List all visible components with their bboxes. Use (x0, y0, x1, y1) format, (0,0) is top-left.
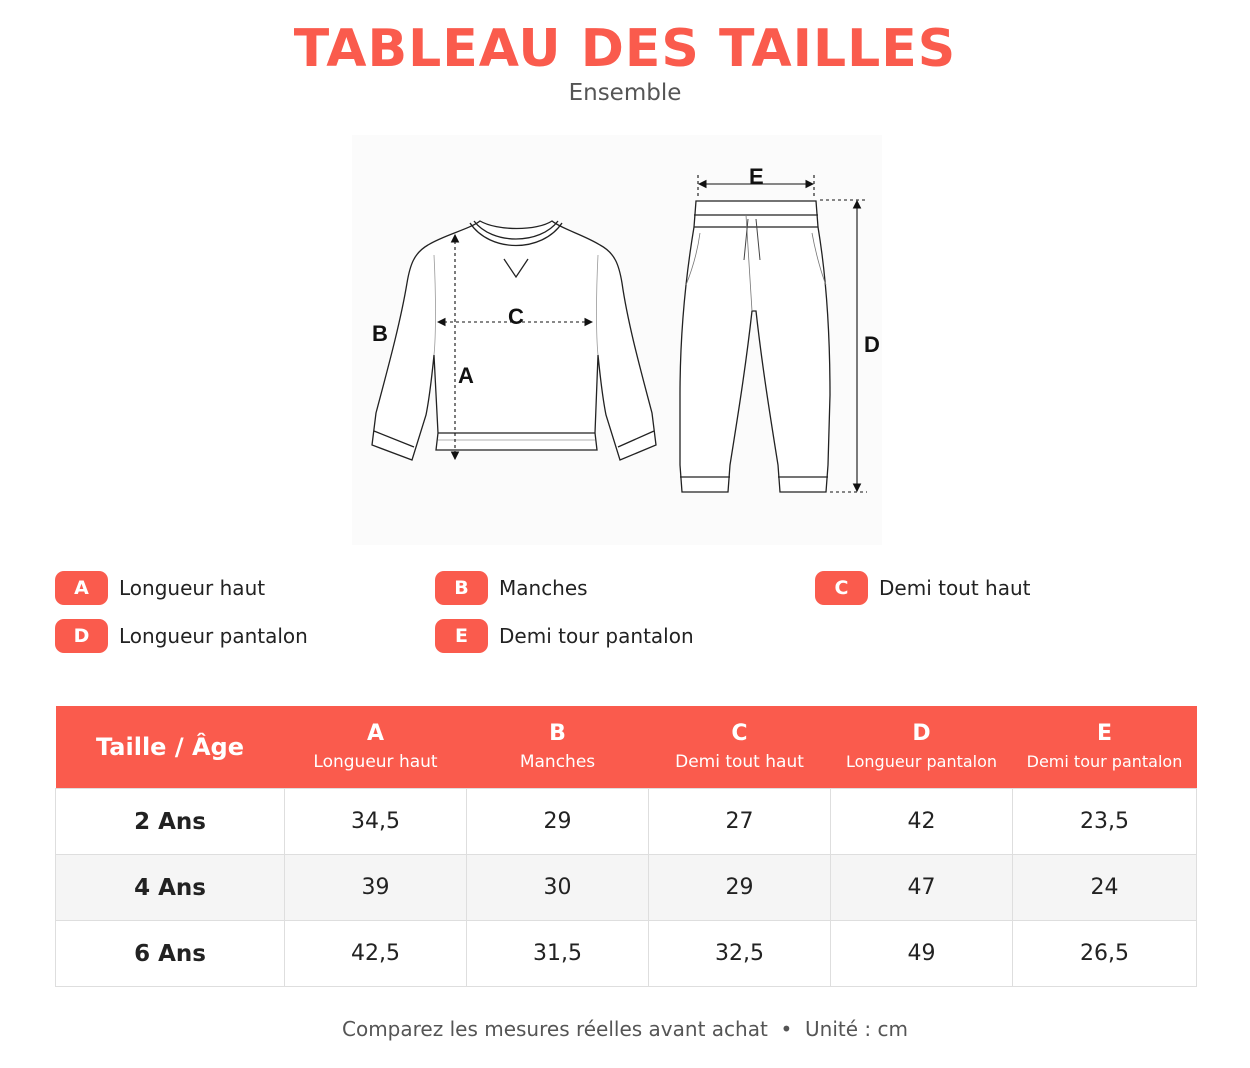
header-col-d (831, 706, 1013, 789)
header-name: Demi tour pantalon (1026, 752, 1183, 771)
header-col-c (649, 706, 831, 789)
footer-separator: • (780, 1017, 793, 1041)
size-table (55, 706, 1197, 987)
legend-badge: E (435, 619, 488, 653)
value-cell: 42 (831, 789, 1013, 855)
value-cell: 31,5 (467, 921, 649, 987)
header-letter: C (731, 721, 748, 746)
header-letter: E (1096, 721, 1113, 746)
legend-badge: D (55, 619, 108, 653)
legend-label: Demi tour pantalon (499, 624, 694, 648)
header-letter: B (549, 721, 566, 746)
value-cell: 34,5 (285, 789, 467, 855)
value-cell: 24 (1013, 855, 1197, 921)
value-cell: 29 (467, 789, 649, 855)
header-size-age: Taille / Âge (56, 706, 285, 789)
sweatshirt-icon (372, 221, 656, 460)
header-letter: A (366, 721, 385, 746)
legend-label: Longueur haut (119, 576, 266, 600)
legend-badge: C (815, 571, 868, 605)
size-cell: 2 Ans (56, 789, 285, 855)
diagram-label-d: D (864, 332, 880, 357)
header-name: Demi tout haut (675, 752, 804, 772)
header-col-e (1013, 706, 1197, 789)
header-letter: D (912, 721, 931, 746)
page-title: TABLEAU DES TAILLES (293, 19, 957, 79)
page-subtitle: Ensemble (568, 80, 682, 106)
table-row (56, 789, 1197, 855)
footer-unit: Unité : cm (805, 1017, 908, 1041)
header-col-b (467, 706, 649, 789)
garment-illustration (352, 135, 882, 545)
value-cell: 23,5 (1013, 789, 1197, 855)
size-cell: 4 Ans (56, 855, 285, 921)
size-cell: 6 Ans (56, 921, 285, 987)
legend-badge: B (435, 571, 488, 605)
pants-icon (680, 201, 830, 492)
value-cell: 47 (831, 855, 1013, 921)
diagram-label-e: E (749, 164, 764, 189)
value-cell: 32,5 (649, 921, 831, 987)
legend-badge: A (55, 571, 108, 605)
value-cell: 29 (649, 855, 831, 921)
diagram-label-c: C (508, 304, 524, 329)
table-row (56, 855, 1197, 921)
footer-note (0, 1014, 1250, 1044)
footer-text: Comparez les mesures réelles avant achat (342, 1017, 768, 1041)
value-cell: 49 (831, 921, 1013, 987)
value-cell: 42,5 (285, 921, 467, 987)
legend-label: Demi tout haut (879, 576, 1031, 600)
value-cell: 26,5 (1013, 921, 1197, 987)
legend-label: Manches (499, 576, 588, 600)
table-header-row (56, 706, 1197, 789)
diagram-label-a: A (458, 363, 474, 388)
value-cell: 27 (649, 789, 831, 855)
table-row (56, 921, 1197, 987)
value-cell: 30 (467, 855, 649, 921)
diagram-label-b: B (372, 321, 388, 346)
header-name: Manches (519, 752, 596, 772)
value-cell: 39 (285, 855, 467, 921)
header-name: Longueur pantalon (845, 752, 998, 771)
garment-diagram (352, 135, 882, 545)
header-col-a (285, 706, 467, 789)
legend-label: Longueur pantalon (119, 624, 308, 648)
header-name: Longueur haut (313, 752, 438, 772)
